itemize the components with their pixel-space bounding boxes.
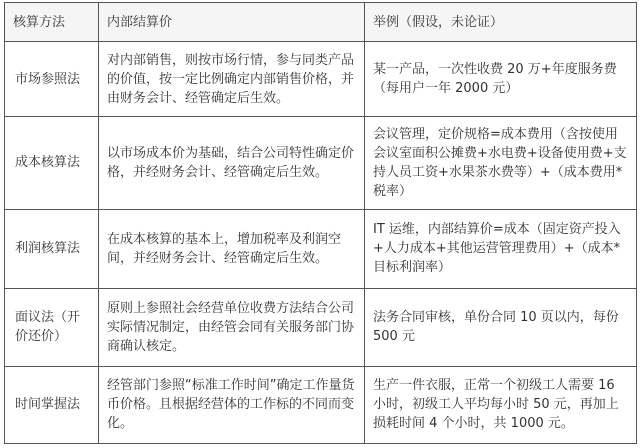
table-row: [5, 209, 637, 289]
table-header-row: [5, 3, 637, 42]
header-internal-price: 内部结算价: [99, 3, 365, 42]
method-cell: 市场参照法: [5, 42, 99, 117]
internal-price-cell: 对内部销售，则按市场行情，参与同类产品的价值，按一定比例确定内部销售价格，并由财务会计、经管确定后生效。: [99, 42, 365, 117]
internal-price-cell: 以市场成本价为基础，结合公司特性确定价格，并经财务会计、经管确定后生效。: [99, 117, 365, 209]
method-cell: 成本核算法: [5, 117, 99, 209]
pricing-method-table: [4, 2, 637, 444]
method-cell: 利润核算法: [5, 209, 99, 289]
internal-price-cell: 原则上参照社会经营单位收费方法结合公司实际情况制定，由经管会同有关服务部门协商确认核定。: [99, 289, 365, 366]
table-row: [5, 289, 637, 366]
internal-price-cell: 在成本核算的基本上，增加税率及利润空间，并经财务会计、经管确定后生效。: [99, 209, 365, 289]
header-method: 核算方法: [5, 3, 99, 42]
example-cell: 会议管理，定价规格=成本费用（含按使用会议室面积公摊费+水电费+设备使用费+支持人员工资+水果茶水费等）+（成本费用*税率）: [365, 117, 637, 209]
example-cell: 生产一件衣服，正常一个初级工人需要 16 小时，初级工人平均每小时 50 元，再加上损耗时间 4 个小时，共 1000 元。: [365, 366, 637, 443]
example-cell: 某一产品，一次性收费 20 万+年度服务费（每用户一年 2000 元）: [365, 42, 637, 117]
example-cell: 法务合同审核，单份合同 10 页以内，每份 500 元: [365, 289, 637, 366]
method-cell: 时间掌握法: [5, 366, 99, 443]
table-row: [5, 117, 637, 209]
table-row: [5, 366, 637, 443]
table-row: [5, 42, 637, 117]
internal-price-cell: 经管部门参照“标准工作时间”确定工作量货币价格。且根据经营体的工作标的不同而变化。: [99, 366, 365, 443]
header-example: 举例（假设，未论证）: [365, 3, 637, 42]
example-cell: IT 运维，内部结算价=成本（固定资产投入+人力成本+其他运营管理费用）+（成本*目标利润率）: [365, 209, 637, 289]
method-cell: 面议法（开价还价）: [5, 289, 99, 366]
